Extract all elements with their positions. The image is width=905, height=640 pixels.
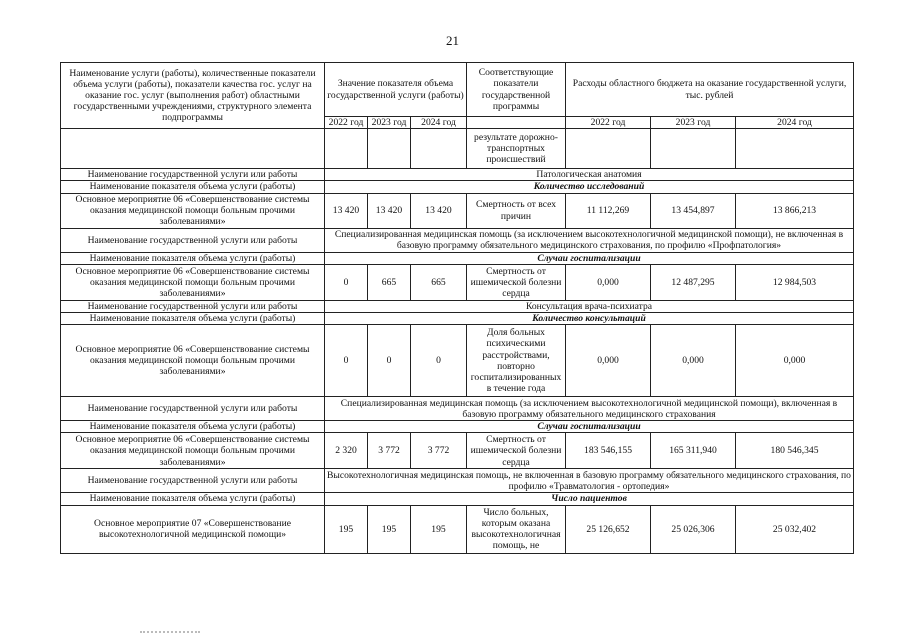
table-row	[61, 169, 854, 181]
volume-indicator-name: Число пациентов	[325, 493, 854, 505]
year-2023: 2023 год	[651, 117, 736, 129]
year-2022: 2022 год	[566, 117, 651, 129]
expense-2022: 25 126,652	[566, 505, 651, 553]
table-row	[61, 228, 854, 252]
value-2022: 195	[325, 505, 368, 553]
header-volume-value: Значение показателя объема государственной услуги (работы)	[325, 63, 467, 117]
value-2024: 3 772	[411, 433, 467, 469]
table-row	[61, 300, 854, 312]
service-name: Консультация врача-психиатра	[325, 300, 854, 312]
empty-cell	[411, 129, 467, 169]
service-name: Специализированная медицинская помощь (за исключением высокотехнологичной медицинской помощи), включенная в базовую программу обязательного медицинского страхования	[325, 397, 854, 421]
table-row	[61, 421, 854, 433]
table-row	[61, 193, 854, 228]
row-label: Наименование государственной услуги или работы	[61, 469, 325, 493]
empty-cell	[61, 129, 325, 169]
year-2023: 2023 год	[368, 117, 411, 129]
table-row	[61, 505, 854, 553]
empty-cell	[325, 129, 368, 169]
table-row	[61, 325, 854, 397]
empty-cell	[736, 129, 854, 169]
page-number: 21	[446, 33, 459, 48]
table-row	[61, 252, 854, 264]
value-2023: 13 420	[368, 193, 411, 228]
expense-2022: 0,000	[566, 264, 651, 300]
indicator-cell: Смертность от всех причин	[467, 193, 566, 228]
value-2023: 195	[368, 505, 411, 553]
row-label: Наименование показателя объема услуги (работы)	[61, 181, 325, 193]
row-label: Основное мероприятие 06 «Совершенствование системы оказания медицинской помощи больным прочими заболеваниями»	[61, 193, 325, 228]
row-label: Наименование государственной услуги или работы	[61, 228, 325, 252]
row-label: Наименование государственной услуги или работы	[61, 300, 325, 312]
year-2024: 2024 год	[736, 117, 854, 129]
row-label: Наименование показателя объема услуги (работы)	[61, 421, 325, 433]
indicator-cell: Смертность от ишемической болезни сердца	[467, 433, 566, 469]
expense-2023: 0,000	[651, 325, 736, 397]
empty-cell	[651, 129, 736, 169]
year-2022: 2022 год	[325, 117, 368, 129]
header-row	[61, 63, 854, 117]
value-2024: 195	[411, 505, 467, 553]
expense-2024: 12 984,503	[736, 264, 854, 300]
row-label: Основное мероприятие 06 «Совершенствование системы оказания медицинской помощи больным прочими заболеваниями»	[61, 433, 325, 469]
expense-2023: 13 454,897	[651, 193, 736, 228]
indicator-cell: Смертность от ишемической болезни сердца	[467, 264, 566, 300]
value-2022: 0	[325, 325, 368, 397]
header-program-indicators: Соответствующие показатели государственной программы	[467, 63, 566, 117]
empty-cell	[566, 129, 651, 169]
row-label: Наименование показателя объема услуги (работы)	[61, 252, 325, 264]
service-name: Высокотехнологичная медицинская помощь, не включенная в базовую программу обязательного медицинского страхования, по профилю «Травматология - ортопедия»	[325, 469, 854, 493]
table-row	[61, 129, 854, 169]
budget-table	[60, 62, 854, 554]
service-name: Патологическая анатомия	[325, 169, 854, 181]
expense-2022: 183 546,155	[566, 433, 651, 469]
volume-indicator-name: Случаи госпитализации	[325, 421, 854, 433]
expense-2023: 12 487,295	[651, 264, 736, 300]
table-row	[61, 264, 854, 300]
value-2024: 665	[411, 264, 467, 300]
row-label: Наименование государственной услуги или работы	[61, 397, 325, 421]
indicator-cell: Число больных, которым оказана высокотехнологичная помощь, не	[467, 505, 566, 553]
value-2023: 0	[368, 325, 411, 397]
table-row	[61, 313, 854, 325]
row-label: Наименование показателя объема услуги (работы)	[61, 493, 325, 505]
table-row	[61, 493, 854, 505]
volume-indicator-name: Количество консультаций	[325, 313, 854, 325]
row-label: Основное мероприятие 06 «Совершенствование системы оказания медицинской помощи больным прочими заболеваниями»	[61, 264, 325, 300]
value-2024: 13 420	[411, 193, 467, 228]
table-row	[61, 469, 854, 493]
table-row	[61, 397, 854, 421]
expense-2022: 0,000	[566, 325, 651, 397]
expense-2024: 13 866,213	[736, 193, 854, 228]
year-2024: 2024 год	[411, 117, 467, 129]
header-budget-expenses: Расходы областного бюджета на оказание государственной услуги, тыс. рублей	[566, 63, 854, 117]
indicator-cell: результате дорожно-транспортных происшествий	[467, 129, 566, 169]
table-row	[61, 181, 854, 193]
value-2023: 665	[368, 264, 411, 300]
empty-cell	[368, 129, 411, 169]
expense-2024: 0,000	[736, 325, 854, 397]
row-label: Основное мероприятие 06 «Совершенствование системы оказания медицинской помощи больным прочими заболеваниями»	[61, 325, 325, 397]
table-row	[61, 433, 854, 469]
expense-2022: 11 112,269	[566, 193, 651, 228]
row-label: Основное мероприятие 07 «Совершенствование высокотехнологичной медицинской помощи»	[61, 505, 325, 553]
expense-2024: 180 546,345	[736, 433, 854, 469]
expense-2024: 25 032,402	[736, 505, 854, 553]
value-2024: 0	[411, 325, 467, 397]
expense-2023: 165 311,940	[651, 433, 736, 469]
indicator-cell: Доля больных психическими расстройствами, повторно госпитализированных в течение года	[467, 325, 566, 397]
value-2023: 3 772	[368, 433, 411, 469]
value-2022: 0	[325, 264, 368, 300]
service-name: Специализированная медицинская помощь (за исключением высокотехнологичной медицинской помощи), не включенная в базовую программу обязательного медицинского страхования, по профилю «Профпатология»	[325, 228, 854, 252]
expense-2023: 25 026,306	[651, 505, 736, 553]
row-label: Наименование государственной услуги или работы	[61, 169, 325, 181]
header-service-name: Наименование услуги (работы), количественные показатели объема услуги (работы), показатели качества гос. услуг на оказание гос. услуг (выполнения работ) областными государственными учреждениями, структурного элемента подпрограммы	[61, 63, 325, 129]
header-years-empty	[467, 117, 566, 129]
value-2022: 13 420	[325, 193, 368, 228]
scan-artifact	[140, 631, 200, 639]
volume-indicator-name: Случаи госпитализации	[325, 252, 854, 264]
row-label: Наименование показателя объема услуги (работы)	[61, 313, 325, 325]
value-2022: 2 320	[325, 433, 368, 469]
volume-indicator-name: Количество исследований	[325, 181, 854, 193]
